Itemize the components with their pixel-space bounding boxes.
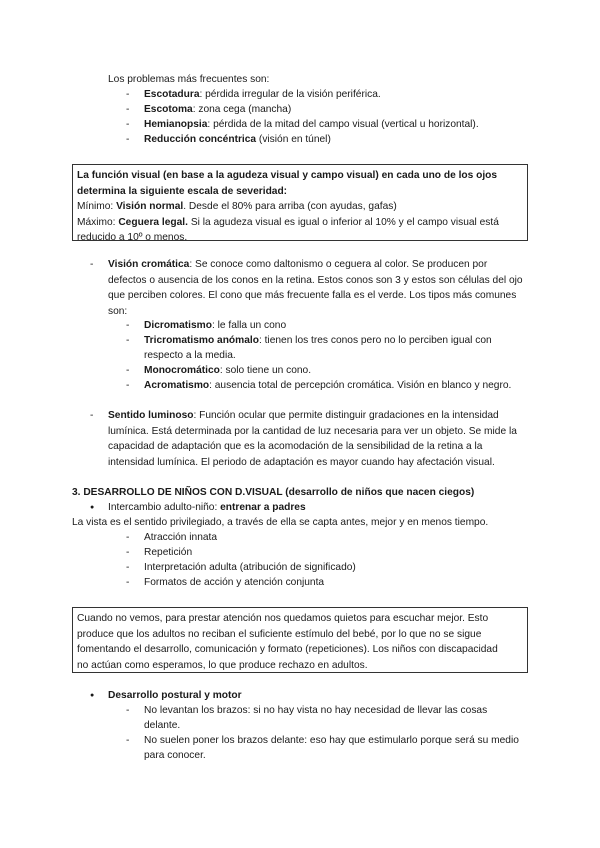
vision-cromatica-paragraph xyxy=(108,257,528,319)
bullet-item xyxy=(108,500,306,516)
term: Dicromatismo xyxy=(144,320,212,331)
bullet-icon: ● xyxy=(90,692,95,699)
description: (visión en túnel) xyxy=(256,134,331,145)
min-line xyxy=(77,199,523,215)
max-line xyxy=(77,215,523,231)
bullet-bold: entrenar a padres xyxy=(220,502,306,513)
term: Escotadura xyxy=(144,89,200,100)
text-line: produce que los adultos no reciban el suficiente estímulo del bebé, por lo que no se sigue xyxy=(77,628,482,640)
bullet-prefix: Intercambio adulto-niño: xyxy=(108,502,221,513)
max-line-cont: reducido a 10º o menos. xyxy=(77,232,188,243)
list-item-cont: delante. xyxy=(144,720,181,731)
term: Tricromatismo anómalo xyxy=(144,335,259,346)
bullet-icon: ● xyxy=(90,504,95,511)
max-prefix: Máximo: xyxy=(77,216,119,228)
term: Escotoma xyxy=(144,104,193,115)
dash-glyph: - xyxy=(126,104,130,115)
description: : zona cega (mancha) xyxy=(192,104,292,115)
dash-glyph: - xyxy=(126,335,130,346)
term: Visión cromática xyxy=(108,259,190,270)
description: : pérdida irregular de la visión periférica. xyxy=(199,89,381,100)
section-heading xyxy=(72,485,474,501)
description: : ausencia total de percepción cromática. Visión en blanco y negro. xyxy=(209,380,512,391)
max-rest: Si la agudeza visual es igual o inferior al 10% y el campo visual está xyxy=(187,216,499,228)
min-rest: . Desde el 80% para arriba (con ayudas, gafas) xyxy=(183,201,397,212)
dash-glyph: - xyxy=(90,410,94,421)
section-note: (desarrollo de niños que nacen ciegos) xyxy=(282,487,475,498)
text-line: : Se conoce como daltonismo o ceguera al color. Se producen por xyxy=(189,259,488,270)
text-line: capacidad de adaptación que es la acomodación de la sensibilidad de la retina a la xyxy=(108,441,483,452)
list-item-text: Formatos de acción y atención conjunta xyxy=(144,577,325,588)
attention-box xyxy=(72,607,528,673)
section-paragraph: La vista es el sentido privilegiado, a través de ella se capta antes, mejor y en menos tiempo. xyxy=(72,517,489,528)
text-line: fomentando el desarrollo, comunicación y formato (repeticiones). Los niños con discapacidad xyxy=(77,644,498,655)
text-line: que perciben colores. El cono que más frecuente falla es el verde. Los tipos más comunes xyxy=(108,290,517,301)
dash-glyph: - xyxy=(126,119,130,130)
text-line: defectos o ausencia de los conos en la retina. Estos conos son 3 y estos son células del ojo xyxy=(108,274,523,286)
sentido-luminoso-paragraph xyxy=(108,408,528,470)
dash-glyph: - xyxy=(126,320,130,331)
list-item-cont: para conocer. xyxy=(144,750,206,761)
text-line: intensidad lumínica. El periodo de adaptación es mayor cuando hay afectación visual. xyxy=(108,456,495,468)
subsection-heading xyxy=(108,688,242,704)
term: Hemianopsia xyxy=(144,119,208,130)
description: : le falla un cono xyxy=(211,320,287,331)
box-heading-line2: determina la siguiente escala de severidad: xyxy=(77,185,288,197)
list-item-text: No levantan los brazos: si no hay vista no hay necesidad de llevar las cosas xyxy=(144,705,488,716)
text-line: son: xyxy=(108,305,128,317)
subsection-title: Desarrollo postural y motor xyxy=(108,690,242,701)
dash-glyph: - xyxy=(126,705,130,716)
term: Reducción concéntrica xyxy=(144,134,257,145)
text-line: : Función ocular que permite distinguir gradaciones en la intensidad xyxy=(193,410,499,421)
intro-text: Los problemas más frecuentes son: xyxy=(108,74,270,85)
list-item-text: Interpretación adulta (atribución de significado) xyxy=(144,562,356,573)
dash-glyph: - xyxy=(126,134,130,145)
min-term: Visión normal xyxy=(116,201,184,212)
section-title: 3. DESARROLLO DE NIÑOS CON D.VISUAL xyxy=(72,487,283,498)
list-item-text: No suelen poner los brazos delante: eso hay que estimularlo porque será su medio xyxy=(144,735,519,746)
description: : solo tiene un cono. xyxy=(219,365,312,376)
term: Sentido luminoso xyxy=(108,410,194,421)
box-heading-line1: La función visual (en base a la agudeza visual y campo visual) en cada uno de los ojos xyxy=(77,170,498,181)
dash-glyph: - xyxy=(126,380,130,391)
dash-glyph: - xyxy=(126,365,130,376)
description: : pérdida de la mitad del campo visual (vertical u horizontal). xyxy=(207,119,479,130)
dash-glyph: - xyxy=(126,735,130,746)
dash-glyph: - xyxy=(126,577,130,588)
max-term: Ceguera legal. xyxy=(118,216,188,228)
dash-glyph: - xyxy=(126,532,130,543)
term: Acromatismo xyxy=(144,380,210,391)
description: : tienen los tres conos pero no lo perciben igual con xyxy=(258,335,492,346)
dash-glyph: - xyxy=(126,562,130,573)
list-item-cont: respecto a la media. xyxy=(144,350,236,361)
term: Monocromático xyxy=(144,365,220,376)
text-line: no actúan como esperamos, lo que produce rechazo en adultos. xyxy=(77,659,368,671)
text-line: lumínica. Está determinada por la cantidad de luz necesaria para ver un objeto. Se mide la xyxy=(108,425,517,437)
severity-box xyxy=(72,164,528,241)
dash-glyph: - xyxy=(90,259,94,270)
dash-glyph: - xyxy=(126,547,130,558)
min-prefix: Mínimo: xyxy=(77,201,117,212)
list-item-text: Repetición xyxy=(144,547,193,558)
list-item-text: Atracción innata xyxy=(144,532,218,543)
text-line: Cuando no vemos, para prestar atención nos quedamos quietos para escuchar mejor. Esto xyxy=(77,613,489,624)
dash-glyph: - xyxy=(126,89,130,100)
